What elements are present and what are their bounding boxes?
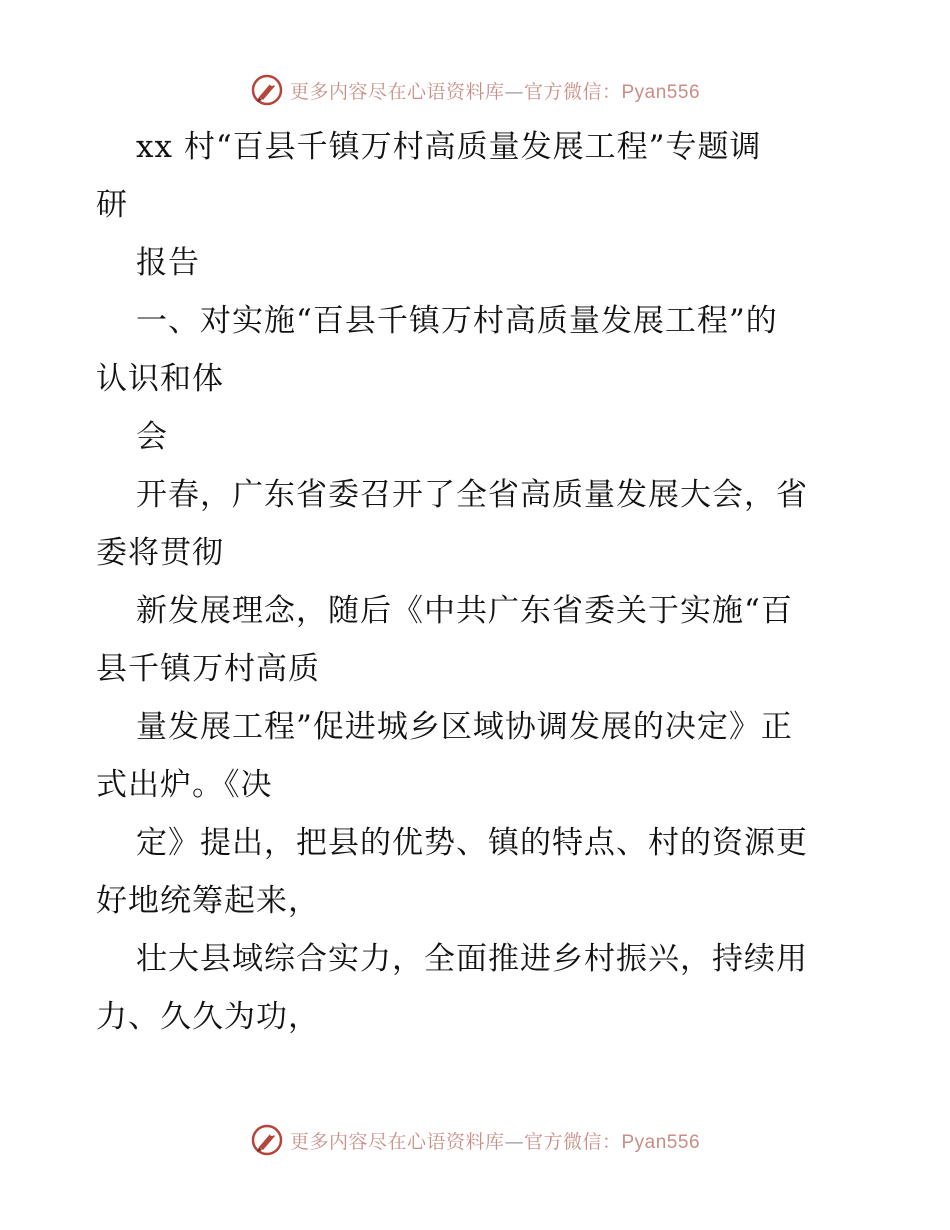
text-line: 委将贯彻 [96, 535, 224, 571]
text-line: 一、对实施“百县千镇万村高质量发展工程”的 [136, 303, 778, 339]
watermark-id: Pyan556 [621, 81, 701, 103]
text-line: 研 [96, 187, 128, 223]
text-line: 量发展工程”促进城乡区域协调发展的决定》正 [136, 709, 793, 745]
text-line: 开春，广东省委召开了全省高质量发展大会，省 [136, 477, 808, 513]
document-body [96, 118, 856, 1046]
watermark-text [290, 77, 700, 104]
text-line: 认识和体 [96, 361, 224, 397]
watermark-id: Pyan556 [621, 1131, 701, 1153]
text-line: 好地统筹起来， [96, 883, 320, 919]
text-line: 式出炉。《决 [96, 767, 273, 803]
text-line: 报告 [136, 245, 200, 281]
watermark-footer [0, 1120, 950, 1160]
text-line: 新发展理念，随后《中共广东省委关于实施“百 [136, 593, 793, 629]
text-line: xx 村“百县千镇万村高质量发展工程”专题调 [136, 129, 762, 165]
watermark-brand: 更多内容尽在心语资料库 [289, 80, 505, 103]
text-line: 壮大县域综合实力，全面推进乡村振兴，持续用 [136, 941, 808, 977]
watermark-separator: — [504, 80, 524, 103]
watermark-text [290, 1127, 700, 1154]
watermark-label: 官方微信： [523, 80, 622, 103]
pen-logo-icon [250, 73, 284, 107]
watermark-label: 官方微信： [523, 1130, 622, 1153]
pen-logo-icon [250, 1123, 284, 1157]
watermark-header [0, 70, 950, 110]
text-line: 会 [136, 419, 168, 455]
text-line: 力、久久为功， [96, 999, 320, 1035]
watermark-separator: — [504, 1130, 524, 1153]
text-line: 定》提出，把县的优势、镇的特点、村的资源更 [136, 825, 808, 861]
text-line: 县千镇万村高质 [96, 651, 320, 687]
watermark-brand: 更多内容尽在心语资料库 [289, 1130, 505, 1153]
